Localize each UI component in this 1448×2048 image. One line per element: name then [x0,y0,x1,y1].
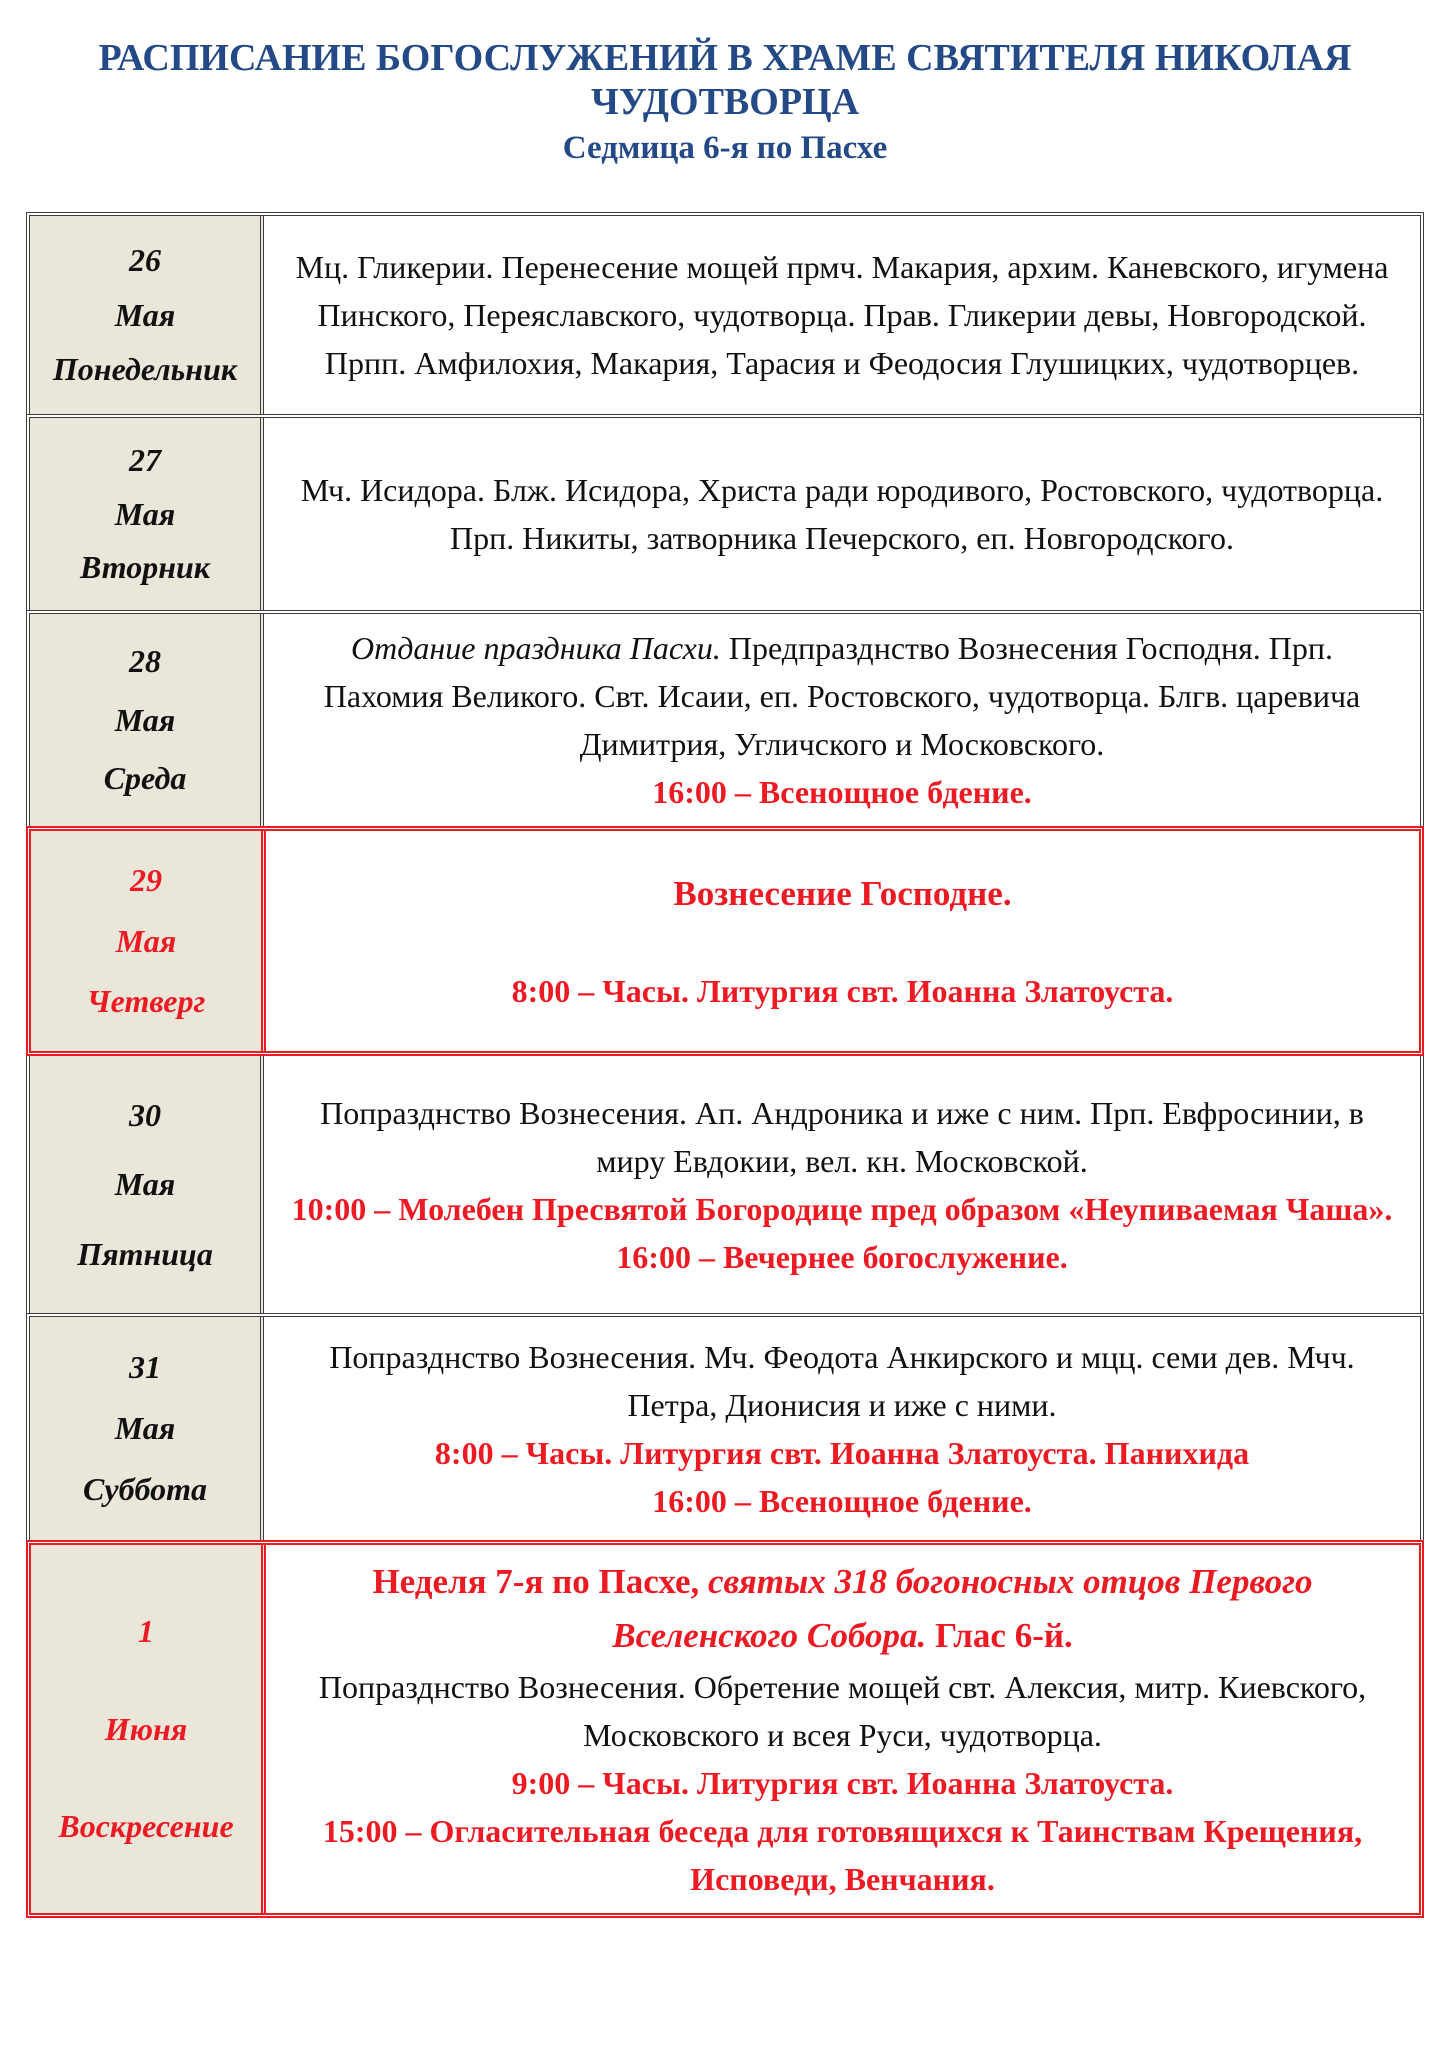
weekday-label: Воскресение [58,1807,234,1844]
text-segment: 8:00 – Часы. Литургия свт. Иоанна Златоуста. Панихида [434,1434,1250,1471]
date-cell [30,418,264,610]
month-label: Июня [104,1710,188,1747]
content-cell [264,418,1420,610]
text-segment: 10:00 – Молебен Пресвятой Богородице пред образом «Неупиваемая Чаша». [291,1190,1393,1227]
service-paragraph [292,967,1393,1015]
weekday-label: Четверг [86,982,206,1019]
service-paragraph [290,624,1394,768]
service-paragraph [290,1333,1394,1429]
text-segment: Предпразднство Вознесения Господня. Прп. Пахомия Великого. Свт. Исаии, еп. Ростовского, чудотворца. Блгв. царевича Димитрия, Угличского и Московского. [323,630,1361,762]
text-segment: Попразднство Вознесения. Обретение мощей свт. Алексия, митр. Киевского, Московского и всея Руси, чудотворца. [318,1669,1367,1753]
text-segment: Неделя 7-я по Пасхе, [372,1562,709,1601]
weekday-label: Суббота [83,1471,207,1507]
day-number: 31 [129,1349,161,1385]
service-paragraph [290,1429,1394,1477]
service-paragraph [290,1185,1394,1233]
month-label: Мая [114,495,176,532]
content-cell [266,1545,1419,1913]
page-subtitle: Седмица 6-я по Пасхе [562,130,888,166]
text-segment: Мц. Гликерии. Перенесение мощей прмч. Макария, архим. Каневского, игумена Пинского, Переяславского, чудотворца. Прав. Гликерии девы, Новгородской. Прпп. Амфилохия, Макария, Тарасия и Феодосия Глушицких, чудотворцев. [295,249,1389,381]
text-segment: 15:00 – Огласительная беседа для готовящихся к Таинствам Крещения, Исповеди, Венчания. [322,1813,1363,1897]
service-paragraph [292,1807,1393,1903]
schedule-row [26,1540,1424,1918]
text-segment: святых 318 богоносных отцов Первого Вселенского Собора. [612,1562,1313,1655]
schedule-row [26,610,1424,826]
weekday-label: Среда [103,759,187,796]
day-number: 1 [138,1613,154,1650]
day-number: 28 [129,643,161,680]
content-cell [266,831,1419,1051]
text-segment: 16:00 – Всенощное бдение. [652,1482,1032,1519]
date-cell [30,1317,264,1540]
service-paragraph [290,243,1394,387]
text-segment: Глас 6-й. [926,1616,1073,1655]
schedule-row [26,212,1424,414]
text-segment: Попразднство Вознесения. Мч. Феодота Анкирского и мцц. семи дев. Мчч. Петра, Дионисия и иже с ними. [329,1338,1355,1423]
service-paragraph [292,1555,1393,1663]
day-number: 30 [129,1096,161,1133]
service-paragraph [292,1759,1393,1807]
date-cell [31,1545,266,1913]
schedule-row [26,414,1424,610]
day-number: 27 [129,442,161,479]
day-number: 26 [129,241,161,278]
text-segment: Отдание праздника Пасхи. [350,630,721,666]
date-cell [30,614,264,826]
page-title: РАСПИСАНИЕ БОГОСЛУЖЕНИЙ В ХРАМЕ СВЯТИТЕЛЯ НИКОЛАЯ ЧУДОТВОРЦА [98,37,1352,123]
schedule-row [26,1056,1424,1313]
service-paragraph [290,768,1394,816]
content-cell [264,216,1420,414]
service-paragraph [290,466,1394,562]
text-segment: 9:00 – Часы. Литургия свт. Иоанна Златоуста. [511,1765,1174,1801]
month-label: Мая [114,296,176,333]
text-segment: 16:00 – Вечернее богослужение. [616,1238,1068,1275]
day-number: 29 [130,862,162,899]
month-label: Мая [115,922,177,959]
weekday-label: Вторник [80,548,210,585]
month-label: Мая [114,1410,176,1446]
content-cell [264,1056,1420,1313]
month-label: Мая [114,1166,176,1202]
service-paragraph [290,1477,1394,1525]
service-paragraph [290,1233,1394,1281]
service-paragraph [292,1663,1393,1759]
service-paragraph [290,1089,1394,1185]
weekday-label: Понедельник [52,351,238,388]
text-segment: Мч. Исидора. Блж. Исидора, Христа ради юродивого, Ростовского, чудотворца. Прп. Никиты, затворника Печерского, еп. Новгородского. [300,472,1384,556]
schedule-row [26,1313,1424,1540]
text-segment: Попразднство Вознесения. Ап. Андроника и иже с ним. Прп. Евфросинии, в миру Евдокии, вел. кн. Московской. [320,1094,1364,1179]
text-segment: 16:00 – Всенощное бдение. [652,774,1032,810]
schedule-table [26,212,1424,1918]
text-segment: Вознесение Господне. [673,874,1012,913]
date-cell [30,1056,264,1313]
content-cell [264,614,1420,826]
service-paragraph [292,867,1393,921]
text-segment: 8:00 – Часы. Литургия свт. Иоанна Златоуста. [511,973,1174,1009]
date-cell [30,216,264,414]
date-cell [31,831,266,1051]
month-label: Мая [114,701,176,738]
schedule-row [26,826,1424,1056]
weekday-label: Пятница [77,1235,213,1272]
content-cell [264,1317,1420,1540]
